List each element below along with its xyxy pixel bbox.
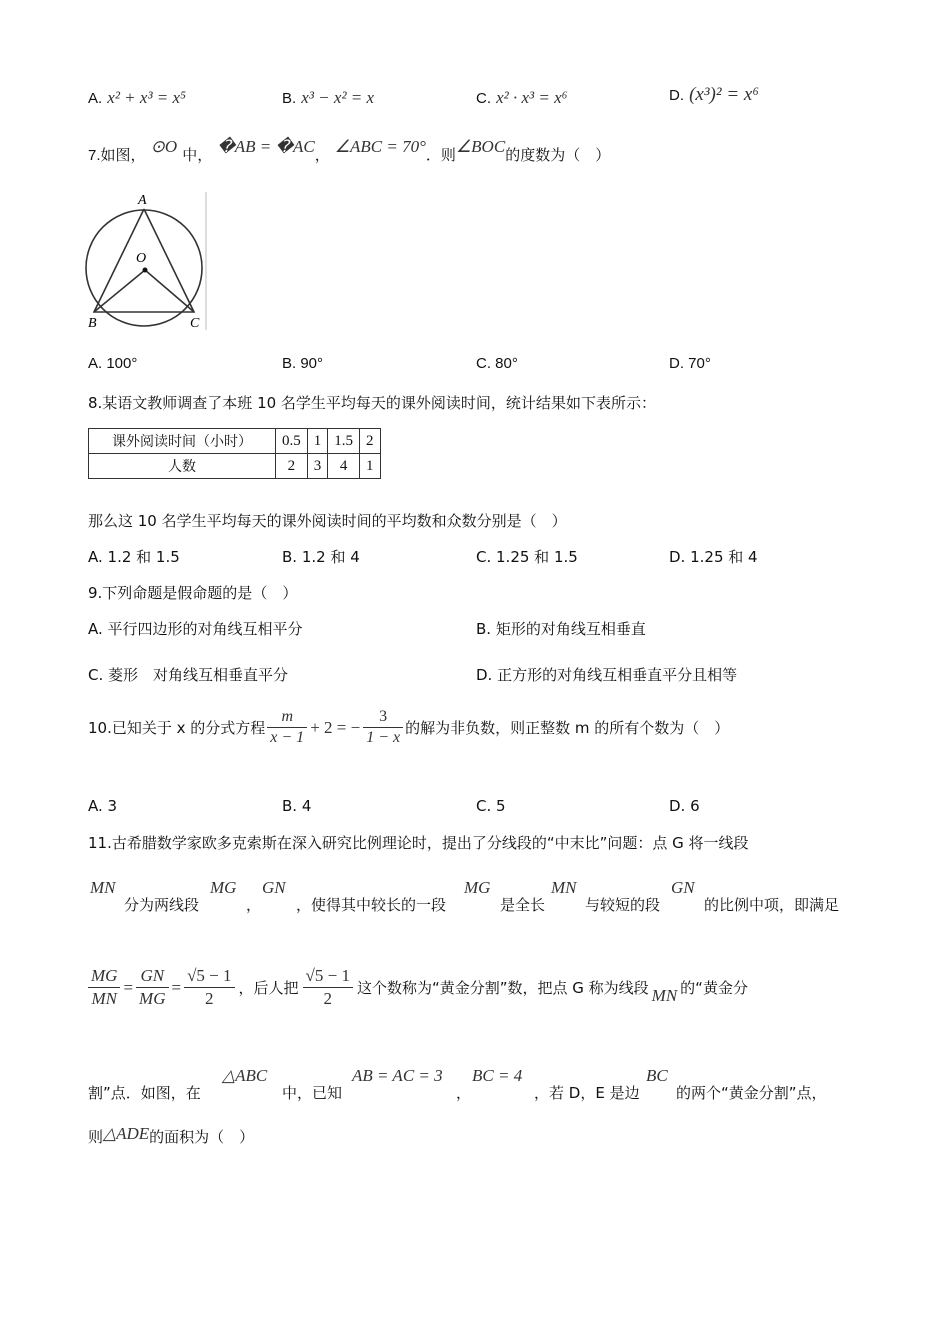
q11-gold-den-1: 2 [205,989,214,1008]
q7-angle-boc: ∠BOC [455,137,506,156]
q11-gn-2: GN [671,878,695,897]
q6-option-c-label: C. [476,90,491,107]
q6-option-a-label: A. [88,90,103,107]
label-c: C [190,316,200,330]
table-cell: 1 [360,454,381,479]
q6-option-d-expr: (x³)² = x⁶ [689,84,759,105]
q11-frac1-num: MG [88,966,120,988]
q7-sep: ， [314,146,330,164]
q11-frac1-den: MN [91,989,117,1008]
q11-frac-golden-2 [303,966,353,1009]
q6-option-b-expr: x³ − x² = x [301,88,375,107]
q11-frac-golden-1 [184,966,234,1009]
table-row [89,454,381,479]
q11-mn-3: MN [651,985,678,1005]
q11-text-n: 的面积为（ ） [149,1128,255,1146]
q11-comma-2: ， [456,1084,472,1102]
q8-option-c: C. 1.25 和 1.5 [476,548,578,566]
table-header-time: 课外阅读时间（小时） [89,429,276,454]
q6-option-c [476,88,568,108]
q8-option-b: B. 1.2 和 4 [282,548,360,566]
q10-den-2: 1 − x [366,729,401,746]
q7-text-4: 的度数为（ ） [505,146,611,164]
table-cell: 1.5 [328,429,360,454]
q11-mn-2: MN [551,878,577,897]
q11-ab-ac: AB = AC = 3 [352,1066,443,1085]
q10-text-1: 10.已知关于 x 的分式方程 [88,719,266,737]
reading-time-table [88,428,381,479]
q6-option-c-expr: x² · x³ = x⁶ [496,88,568,107]
q9-option-c: C. 菱形 对角线互相垂直平分 [88,666,289,684]
q7-option-d: D. 70° [669,355,711,372]
q6-option-b-label: B. [282,90,297,107]
q7-option-c: C. 80° [476,355,518,372]
q10-text-2: 的解为非负数，则正整数 m 的所有个数为（ ） [405,719,730,737]
table-cell: 0.5 [276,429,308,454]
q7-text-3: ．则 [425,146,456,164]
table-cell: 3 [307,454,328,479]
q9-option-d: D. 正方形的对角线互相垂直平分且相等 [476,666,738,684]
q11-text-l: 的两个“黄金分割”点， [676,1084,827,1102]
segment-oc [145,270,194,312]
q10-fraction-right [363,708,403,747]
q10-eq-mid: + 2 = − [310,717,361,737]
q11-text-k: ，若 D，E 是边 [534,1084,640,1102]
q11-last-line [88,1126,254,1147]
table-cell: 1 [307,429,328,454]
label-b: B [88,316,97,330]
q11-text-j: 中，已知 [282,1084,343,1102]
q7-circle-figure [84,190,209,330]
q11-text-a: 分为两线段 [124,896,200,914]
q11-eq-2: = [171,977,182,997]
q10-fraction-left [267,708,307,747]
q11-mg-2: MG [464,878,491,897]
q11-text-g: 这个数称为“黄金分割”数，把点 G 称为线段 [356,979,649,997]
q11-mn-1: MN [90,878,116,897]
q11-frac-gn-mg [136,966,168,1009]
q9-stem: 9.下列命题是假命题的是（ ） [88,584,298,602]
q11-bc-eq: BC = 4 [472,1066,523,1085]
q7-stem [88,137,611,165]
q11-mg-1: MG [210,878,237,897]
q10-option-d: D. 6 [669,797,700,815]
q10-den-1: x − 1 [270,729,305,746]
q11-frac2-den: MG [139,989,166,1008]
q10-stem [88,708,729,747]
q6-option-d [669,84,759,106]
q10-option-c: C. 5 [476,797,506,815]
table-cell: 2 [276,454,308,479]
label-a: A [138,193,147,208]
q8-option-a: A. 1.2 和 1.5 [88,548,180,566]
q7-option-b: B. 90° [282,355,324,372]
q7-angle-abc: ∠ABC = 70° [334,137,426,156]
q7-number: 7. [88,147,101,164]
q11-text-b: ，使得其中较长的一段 [296,896,447,914]
q11-comma: ， [246,896,262,914]
q6-option-b [282,88,374,108]
q11-triangle-ade: △ADE [103,1124,150,1143]
center-point-o [143,268,148,273]
table-header-count: 人数 [89,454,276,479]
q10-option-a: A. 3 [88,797,118,815]
q10-num-1: m [267,708,307,728]
q9-option-a: A. 平行四边形的对角线互相平分 [88,620,303,638]
table-cell: 2 [360,429,381,454]
q11-frac2-num: GN [136,966,168,988]
q11-gold-num-2: √5 − 1 [303,966,353,988]
q11-text-e: 的比例中项，即满足 [704,896,840,914]
q11-frac-mg-mn [88,966,120,1009]
q11-gn-1: GN [262,878,286,897]
q11-golden-ratio-formula [88,966,748,1009]
q11-triangle-abc: △ABC [222,1066,268,1085]
q11-bc: BC [646,1066,668,1085]
q6-option-d-label: D. [669,87,684,104]
q11-gold-den-2: 2 [323,989,332,1008]
q11-eq-1: = [123,977,134,997]
q10-num-2: 3 [363,708,403,728]
q7-option-a: A. 100° [88,355,138,372]
q6-option-a [88,88,186,108]
q11-text-f: ，后人把 [238,979,299,997]
q11-gold-num-1: √5 − 1 [184,966,234,988]
q11-text-c: 是全长 [500,896,546,914]
q11-text-i: 割”点．如图，在 [88,1084,201,1102]
q11-text-h: 的“黄金分 [680,979,748,997]
q6-option-a-expr: x² + x³ = x⁵ [107,88,186,107]
q11-line-1: 11.古希腊数学家欧多克索斯在深入研究比例理论时，提出了分线段的“中末比”问题：点 G 将一线段 [88,834,749,852]
q8-question: 那么这 10 名学生平均每天的课外阅读时间的平均数和众数分别是（ ） [88,512,567,530]
q7-arcs: �AB = �AC [217,137,315,156]
q8-option-d: D. 1.25 和 4 [669,548,758,566]
q7-circle-o: ⊙O [150,137,178,156]
q7-text-1: 如图， [100,146,146,164]
q10-option-b: B. 4 [282,797,312,815]
q11-text-m: 则 [88,1128,104,1146]
q7-text-2: 中， [182,146,213,164]
q8-stem: 8.某语文教师调查了本班 10 名学生平均每天的课外阅读时间，统计结果如下表所示： [88,394,656,412]
label-o: O [136,251,147,266]
segment-ob [94,270,145,312]
table-cell: 4 [328,454,360,479]
table-row [89,429,381,454]
q11-text-d: 与较短的段 [585,896,661,914]
q9-option-b: B. 矩形的对角线互相垂直 [476,620,646,638]
